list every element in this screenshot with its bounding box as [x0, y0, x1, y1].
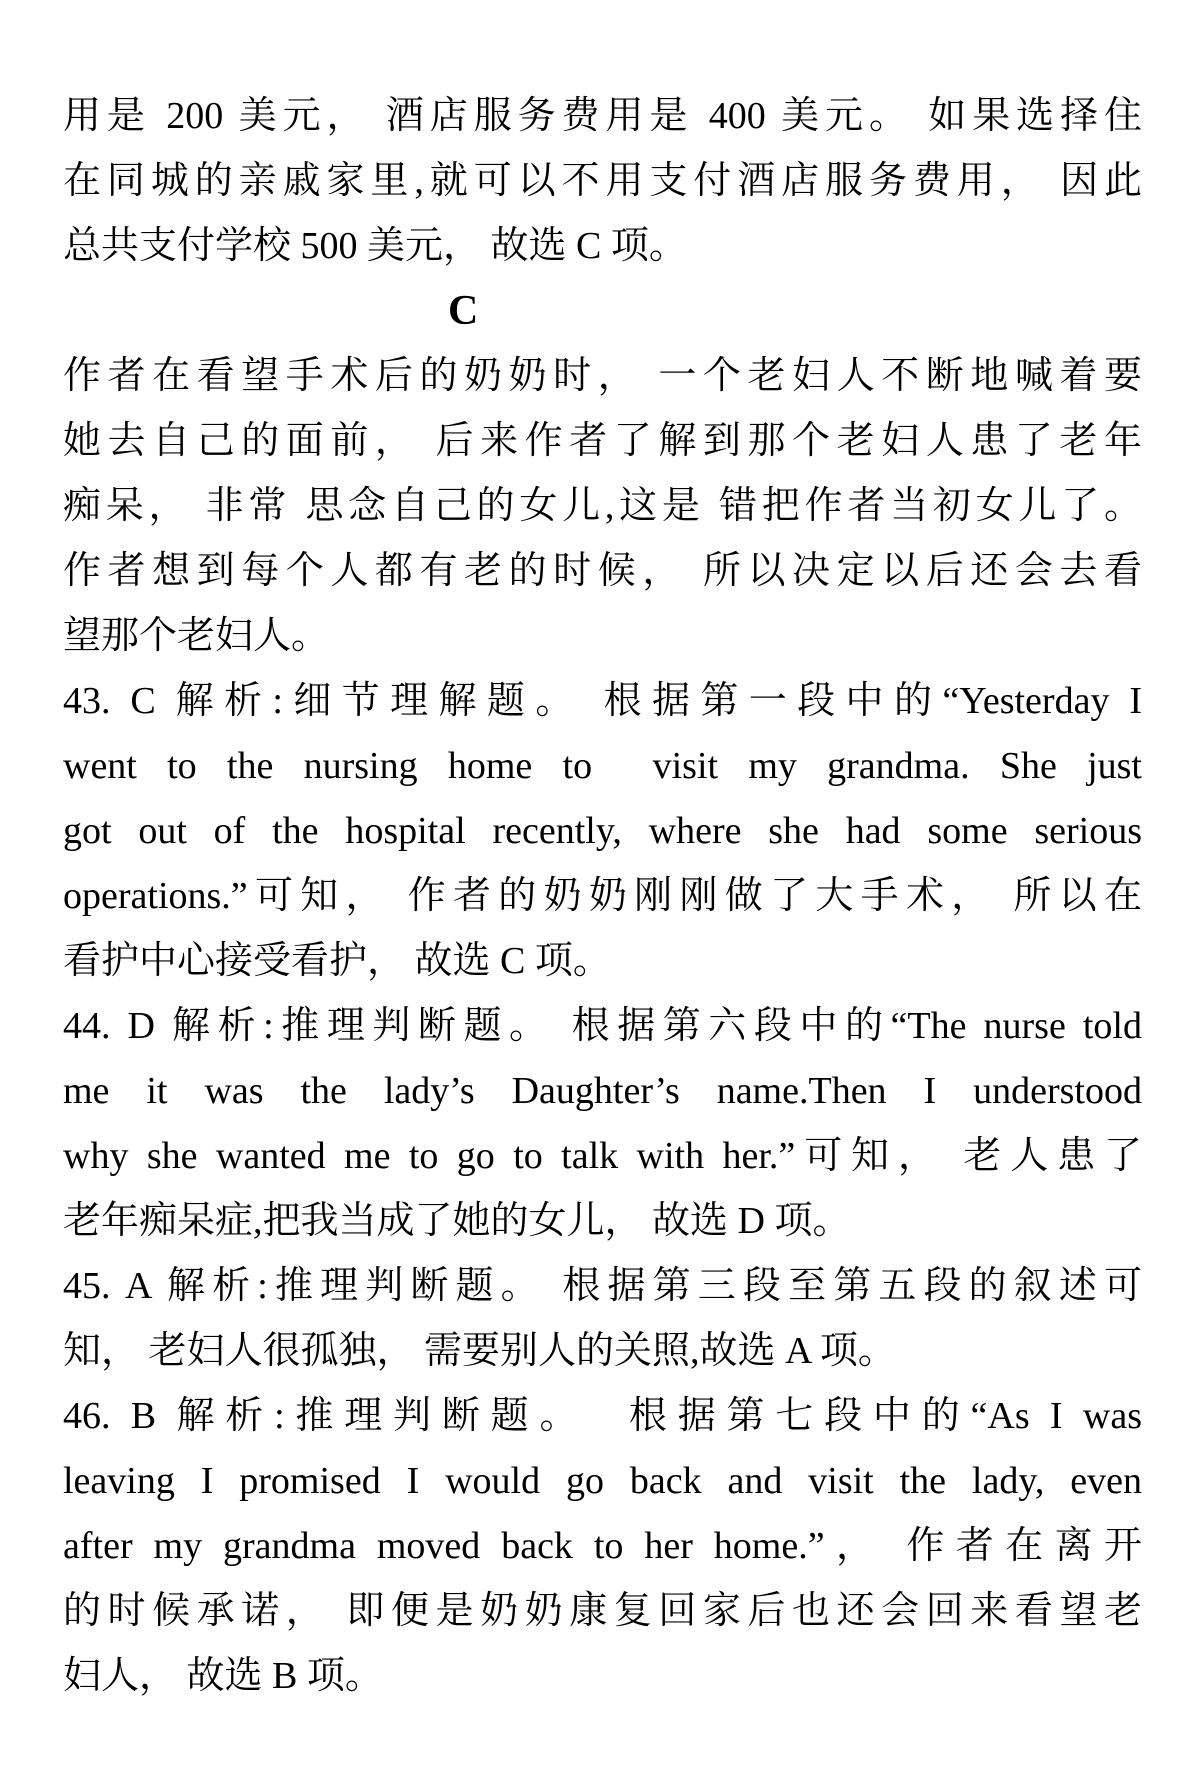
answer-46-expl-line-3: after my grandma moved back to her home.”， 作者在离开	[63, 1525, 1142, 1567]
answer-42-expl-line-2: 在同城的亲戚家里,就可以不用支付酒店服务费用， 因此	[63, 160, 1142, 202]
answer-46-expl-line-1: 46. B 解析:推理判断题。 根据第七段中的“As I was	[63, 1395, 1142, 1437]
answer-43-expl-line-4: operations.”可知， 作者的奶奶刚刚做了大手术， 所以在	[63, 875, 1142, 917]
answer-44-expl-line-4: 老年痴呆症,把我当成了她的女儿， 故选 D 项。	[63, 1200, 851, 1242]
section-c-heading: C	[448, 288, 479, 334]
passage-c-summary-line-5: 望那个老妇人。	[63, 615, 330, 657]
passage-c-summary-line-1: 作者在看望手术后的奶奶时， 一个老妇人不断地喊着要	[63, 355, 1142, 397]
answer-43-expl-line-1: 43. C 解析:细节理解题。 根据第一段中的“Yesterday I	[63, 680, 1142, 722]
passage-c-summary-line-4: 作者想到每个人都有老的时候， 所以决定以后还会去看	[63, 550, 1142, 592]
answer-45-expl-line-1: 45. A 解析:推理判断题。 根据第三段至第五段的叙述可	[63, 1265, 1142, 1307]
answer-42-expl-line-3: 总共支付学校 500 美元， 故选 C 项。	[63, 225, 687, 267]
answer-43-expl-line-2: went to the nursing home to visit my grandma. She just	[63, 745, 1142, 787]
answer-46-expl-line-5: 妇人， 故选 B 项。	[63, 1655, 383, 1697]
answer-44-expl-line-3: why she wanted me to go to talk with her.”可知， 老人患了	[63, 1135, 1142, 1177]
answer-46-expl-line-2: leaving I promised I would go back and visit the lady, even	[63, 1460, 1142, 1502]
answer-43-expl-line-5: 看护中心接受看护， 故选 C 项。	[63, 940, 611, 982]
answer-45-expl-line-2: 知， 老妇人很孤独， 需要别人的关照,故选 A 项。	[63, 1330, 896, 1372]
answer-46-expl-line-4: 的时候承诺， 即便是奶奶康复回家后也还会回来看望老	[63, 1590, 1142, 1632]
answer-44-expl-line-2: me it was the lady’s Daughter’s name.Then I understood	[63, 1070, 1142, 1112]
answer-44-expl-line-1: 44. D 解析:推理判断题。 根据第六段中的“The nurse told	[63, 1005, 1142, 1047]
answer-43-expl-line-3: got out of the hospital recently, where she had some serious	[63, 810, 1142, 852]
answer-42-expl-line-1: 用是 200 美元， 酒店服务费用是 400 美元。 如果选择住	[63, 95, 1142, 137]
passage-c-summary-line-2: 她去自己的面前， 后来作者了解到那个老妇人患了老年	[63, 420, 1142, 462]
passage-c-summary-line-3: 痴呆， 非常 思念自己的女儿,这是 错把作者当初女儿了。	[63, 485, 1142, 527]
